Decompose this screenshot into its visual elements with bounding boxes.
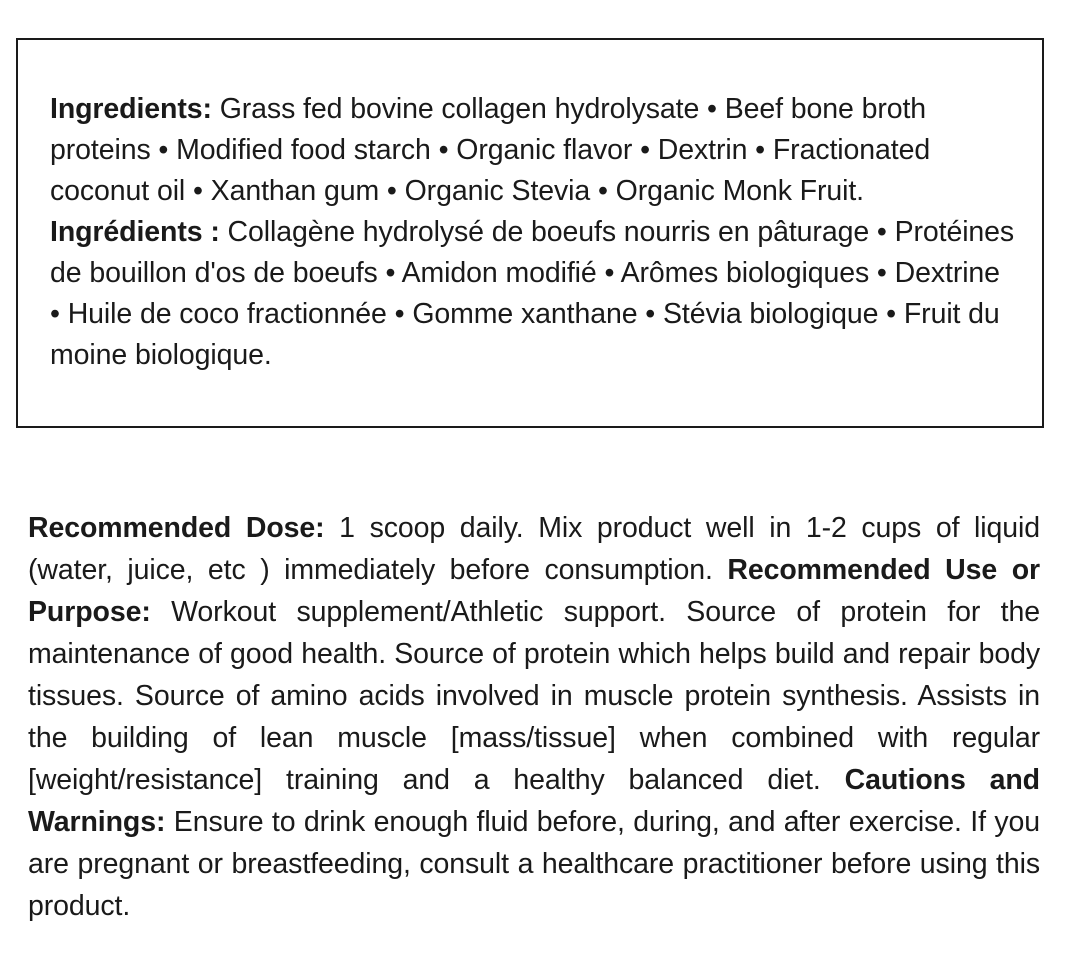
- cautions-warnings-label: Cautions and Warnings:: [28, 763, 1040, 838]
- ingredients-body-en: Grass fed bovine collagen hydrolysate • Beef bone broth proteins • Modified food starch • Organic flavor • Dextrin • Fractionated coconut oil • Xanthan gum • Organic Stevia • Organic Monk Fruit.: [50, 92, 931, 207]
- ingredients-panel: [16, 38, 1044, 428]
- directions-paragraph: [28, 507, 1040, 927]
- directions-panel: [28, 478, 1040, 955]
- ingredients-label-fr: Ingrédients :: [50, 215, 220, 248]
- recommended-dose-label: Recommended Dose:: [28, 511, 325, 544]
- cautions-warnings-body: Ensure to drink enough fluid before, during, and after exercise. If you are pregnant or breastfeeding, consult a healthcare practitioner before using this product.: [28, 805, 1040, 922]
- ingredients-body-fr: Collagène hydrolysé de boeufs nourris en pâturage • Protéines de bouillon d'os de boeufs • Amidon modifié • Arômes biologiques • Dextrine • Huile de coco fractionnée • Gomme xanthane • Stévia biologique • Fruit du moine biologique.: [50, 215, 1015, 371]
- ingredients-paragraph: [50, 89, 1016, 376]
- recommended-use-body: Workout supplement/Athletic support. Source of protein for the maintenance of good health. Source of protein which helps build and repair body tissues. Source of amino acids involved in muscle protein synthesis. Assists in the building of lean muscle [mass/tissue] when combined with regular [weight/resistance] training and a healthy balanced diet.: [28, 595, 1040, 796]
- recommended-dose-body: 1 scoop daily. Mix product well in 1-2 cups of liquid (water, juice, etc ) immediately before consumption.: [28, 511, 1040, 586]
- ingredients-label-en: Ingredients:: [50, 92, 212, 125]
- recommended-use-label: Recommended Use or Purpose:: [28, 553, 1040, 628]
